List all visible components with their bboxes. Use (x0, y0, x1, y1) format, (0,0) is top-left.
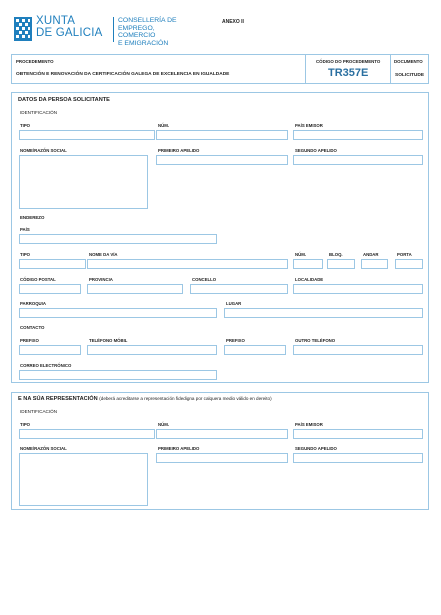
outro-tel-label: OUTRO TELÉFONO (295, 338, 336, 343)
procedure-code-label: CÓDIGO DO PROCEDEMENTO (316, 59, 381, 64)
localidade-field[interactable] (293, 284, 423, 294)
lugar-field[interactable] (224, 308, 423, 318)
procedure-box (11, 54, 429, 84)
lugar-label: LUGAR (226, 301, 242, 306)
rep-tipo-field[interactable] (19, 429, 155, 439)
localidade-label: LOCALIDADE (295, 277, 324, 282)
provincia-label: PROVINCIA (89, 277, 113, 282)
procedure-name: OBTENCIÓN E RENOVACIÓN DA CERTIFICACIÓN GALEGA DE EXCELENCIA EN IGUALDADE (16, 72, 230, 77)
num-field[interactable] (156, 130, 288, 140)
applicant-section-title: DATOS DA PERSOA SOLICITANTE (18, 97, 110, 103)
outro-tel-field[interactable] (293, 345, 423, 355)
procedure-label: PROCEDEMENTO (16, 59, 54, 64)
rep-pais-emisor-label: PAÍS EMISOR (295, 422, 323, 427)
tipo-label: TIPO (20, 123, 31, 128)
rep-pais-emisor-field[interactable] (293, 429, 423, 439)
document-label: DOCUMENTO (394, 59, 423, 64)
contacto-heading: CONTACTO (20, 325, 45, 330)
rep-apelido1-label: PRIMEIRO APELIDO (158, 446, 200, 451)
apelido1-label: PRIMEIRO APELIDO (158, 148, 200, 153)
nome-via-label: NOME DA VÍA (89, 252, 118, 257)
email-field[interactable] (19, 370, 217, 380)
nome-field[interactable] (19, 155, 148, 209)
porta-label: PORTA (397, 252, 412, 257)
prefixo2-field[interactable] (224, 345, 286, 355)
email-label: CORREO ELECTRÓNICO (20, 363, 72, 368)
bloq-field[interactable] (327, 259, 355, 269)
rep-nome-label: NOME/RAZÓN SOCIAL (20, 446, 67, 451)
concello-label: CONCELLO (192, 277, 217, 282)
logo-text: XUNTA DE GALICIA (36, 15, 103, 39)
apelido2-label: SEGUNDO APELIDO (295, 148, 337, 153)
prefixo2-label: PREFIXO (226, 338, 245, 343)
nome-via-field[interactable] (87, 259, 288, 269)
provincia-field[interactable] (87, 284, 183, 294)
document-type: SOLICITUDE (395, 73, 425, 78)
rep-apelido1-field[interactable] (156, 453, 288, 463)
porta-field[interactable] (395, 259, 423, 269)
num-via-label: NÚM. (295, 252, 306, 257)
bloq-label: BLOQ. (329, 252, 343, 257)
pais-emisor-field[interactable] (293, 130, 423, 140)
rep-apelido2-field[interactable] (293, 453, 423, 463)
mobil-field[interactable] (87, 345, 217, 355)
rep-identification-heading: IDENTIFICACIÓN (20, 409, 58, 414)
pais-label: PAÍS (20, 227, 30, 232)
xunta-flag-icon (14, 17, 32, 41)
rep-num-field[interactable] (156, 429, 288, 439)
tipo-via-label: TIPO (20, 252, 31, 257)
representative-section-title: E NA SÚA REPRESENTACIÓN (deberá acreditarse a representación fidedigna por calquera medio válido en dereito) (18, 396, 272, 402)
prefixo1-label: PREFIXO (20, 338, 39, 343)
rep-tipo-label: TIPO (20, 422, 31, 427)
concello-field[interactable] (190, 284, 288, 294)
andar-label: ANDAR (363, 252, 379, 257)
pais-emisor-label: PAÍS EMISOR (295, 123, 323, 128)
representative-section (11, 392, 429, 510)
rep-apelido2-label: SEGUNDO APELIDO (295, 446, 337, 451)
apelido2-field[interactable] (293, 155, 423, 165)
andar-field[interactable] (361, 259, 388, 269)
num-label: NÚM. (158, 123, 169, 128)
parroquia-label: PARROQUIA (20, 301, 46, 306)
applicant-section (11, 92, 429, 383)
representative-note: (deberá acreditarse a representación fidedigna por calquera medio válido en dereito) (99, 396, 272, 401)
xunta-logo (14, 15, 189, 45)
identification-heading: IDENTIFICACIÓN (20, 110, 58, 115)
parroquia-field[interactable] (19, 308, 217, 318)
cp-label: CÓDIGO POSTAL (20, 277, 56, 282)
tipo-via-field[interactable] (19, 259, 86, 269)
department-name: CONSELLERÍA DE EMPREGO, COMERCIO E EMIGRACIÓN (118, 17, 177, 47)
apelido1-field[interactable] (156, 155, 288, 165)
cp-field[interactable] (19, 284, 81, 294)
annex-label: ANEXO II (222, 19, 244, 25)
prefixo1-field[interactable] (19, 345, 81, 355)
tipo-field[interactable] (19, 130, 155, 140)
mobil-label: TELÉFONO MÓBIL (89, 338, 128, 343)
nome-label: NOME/RAZÓN SOCIAL (20, 148, 67, 153)
procedure-code: TR357E (328, 67, 369, 79)
rep-num-label: NÚM. (158, 422, 169, 427)
num-via-field[interactable] (293, 259, 323, 269)
logo-separator (113, 17, 114, 42)
enderezo-heading: ENDEREZO (20, 215, 45, 220)
pais-field[interactable] (19, 234, 217, 244)
rep-nome-field[interactable] (19, 453, 148, 506)
